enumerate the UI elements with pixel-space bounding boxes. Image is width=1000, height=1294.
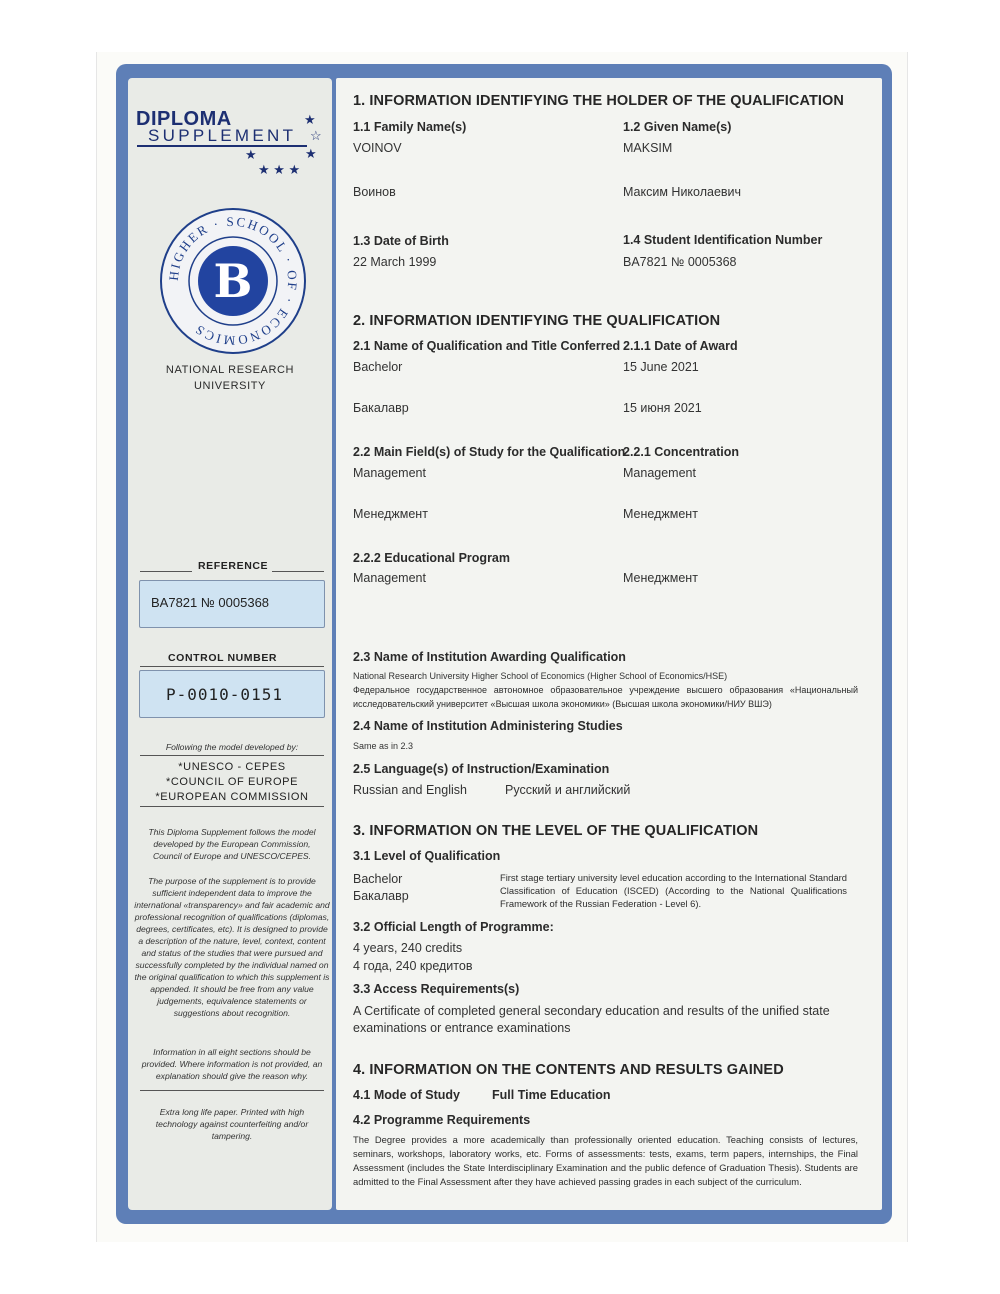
family-name-en: VOINOV	[353, 141, 402, 155]
reference-box	[139, 580, 325, 628]
level-ru: Бакалавр	[353, 889, 409, 903]
qualification-name-ru: Бакалавр	[353, 401, 409, 415]
given-name-label: 1.2 Given Name(s)	[623, 120, 732, 134]
mode-of-study-value: Full Time Education	[492, 1088, 611, 1102]
section-3-heading: 3. INFORMATION ON THE LEVEL OF THE QUALIFICATION	[353, 823, 759, 839]
divider	[140, 755, 324, 756]
concentration-label: 2.2.1 Concentration	[623, 445, 739, 459]
org-unesco: *UNESCO - CEPES	[178, 761, 286, 773]
stars-icon: ★ ★ ★	[258, 162, 301, 177]
control-number-value: P-0010-0151	[166, 685, 283, 704]
university-line-1: NATIONAL RESEARCH	[165, 364, 295, 376]
administering-institution-label: 2.4 Name of Institution Administering Studies	[353, 719, 623, 733]
language-en: Russian and English	[353, 783, 467, 797]
reference-label: REFERENCE	[198, 560, 269, 572]
note-sections: Information in all eight sections should be provided. Where information is not provided, an explanation should give the reason why.	[141, 1047, 323, 1081]
level-label: 3.1 Level of Qualification	[353, 849, 501, 863]
note-model: This Diploma Supplement follows the model developed by the European Commission, Council of Europe and UNESCO/CEPES.	[148, 827, 316, 861]
star-icon: ★	[305, 146, 317, 161]
length-en: 4 years, 240 credits	[353, 941, 463, 955]
length-ru: 4 года, 240 кредитов	[353, 959, 473, 973]
section-4-heading: 4. INFORMATION ON THE CONTENTS AND RESULTS GAINED	[353, 1062, 784, 1078]
program-en: Management	[353, 571, 426, 585]
level-en: Bachelor	[353, 872, 403, 886]
model-organizations	[140, 760, 324, 805]
mode-of-study-label: 4.1 Mode of Study	[353, 1088, 460, 1102]
dob-label: 1.3 Date of Birth	[353, 234, 449, 248]
program-ru: Менеджмент	[623, 571, 698, 585]
qualification-name-en: Bachelor	[353, 360, 403, 374]
access-requirements: A Certificate of completed general secondary education and results of the unified state examinations or entrance examinations	[353, 1004, 830, 1035]
reference-value: BA7821 № 0005368	[151, 595, 270, 610]
divider	[272, 571, 324, 572]
university-caption	[130, 362, 330, 394]
qualification-name-label: 2.1 Name of Qualification and Title Conferred	[353, 339, 621, 353]
given-name-en: MAKSIM	[623, 141, 673, 155]
programme-requirements-label: 4.2 Programme Requirements	[353, 1113, 531, 1127]
awarding-institution-ru: Федеральное государственное автономное образовательное учреждение высшего образования «Национальный исследовательский университет «Высшая школа экономики» (Высшая школа экономики/НИУ ВШЭ)	[353, 685, 858, 709]
dob-value: 22 March 1999	[353, 255, 437, 269]
hse-emblem-icon: В	[198, 246, 268, 316]
language-label: 2.5 Language(s) of Instruction/Examination	[353, 762, 610, 776]
award-date-ru: 15 июня 2021	[623, 401, 702, 415]
note-paper: Extra long life paper. Printed with high technology against counterfeiting and/or tampering.	[155, 1107, 309, 1141]
student-id-label: 1.4 Student Identification Number	[623, 233, 823, 247]
award-date-label: 2.1.1 Date of Award	[623, 339, 738, 353]
family-name-label: 1.1 Family Name(s)	[353, 120, 467, 134]
section-1-heading: 1. INFORMATION IDENTIFYING THE HOLDER OF THE QUALIFICATION	[353, 93, 844, 109]
award-date-en: 15 June 2021	[623, 360, 699, 374]
divider	[140, 1090, 324, 1091]
divider	[140, 806, 324, 807]
star-icon: ★	[304, 112, 316, 127]
org-council-of-europe: *COUNCIL OF EUROPE	[165, 776, 299, 788]
language-ru: Русский и английский	[505, 783, 631, 797]
field-of-study-ru: Менеджмент	[353, 507, 428, 521]
student-id-value: BA7821 № 0005368	[623, 255, 737, 269]
university-line-2: UNIVERSITY	[193, 380, 266, 392]
family-name-ru: Воинов	[353, 185, 396, 199]
control-number-box	[139, 670, 325, 718]
university-seal	[160, 208, 306, 354]
model-caption: Following the model developed by:	[165, 742, 299, 752]
star-icon: ☆	[310, 128, 322, 143]
divider	[140, 666, 324, 667]
given-name-ru: Максим Николаевич	[623, 185, 742, 199]
logo-title: DIPLOMA	[136, 108, 232, 130]
divider	[140, 571, 192, 572]
access-label: 3.3 Access Requirements(s)	[353, 982, 520, 996]
length-label: 3.2 Official Length of Programme:	[353, 920, 554, 934]
seal-ring-text: HIGHER · SCHOOL · OF · ECONOMICS	[165, 213, 301, 349]
note-purpose: The purpose of the supplement is to provide sufficient independent data to improve the international «transparency» and fair academic and professional recognition of qualifications (diplomas, degrees, certificates, etc). It is designed to provide a description of the nature, level, context, content and status of the studies that were pursued and successfully completed by the individual named on the original qualification to which this supplement is appended. It should be free from any value judgements, equivalence statements or suggestions about recognition.	[134, 876, 330, 1018]
level-description: First stage tertiary university level education according to the International Standard Classification of Education (ISCED) (According to the National Qualifications Framework of the Russian Federation - Level 6).	[500, 872, 847, 909]
field-of-study-label: 2.2 Main Field(s) of Study for the Qualification	[353, 445, 626, 459]
field-of-study-en: Management	[353, 466, 426, 480]
org-european-commission: *EUROPEAN COMMISSION	[155, 791, 309, 803]
section-2-heading: 2. INFORMATION IDENTIFYING THE QUALIFICATION	[353, 313, 721, 329]
star-icon: ★	[245, 147, 257, 162]
program-label: 2.2.2 Educational Program	[353, 551, 510, 565]
awarding-institution-label: 2.3 Name of Institution Awarding Qualification	[353, 650, 626, 664]
model-caption-wrap	[140, 741, 324, 753]
logo-underline	[137, 145, 307, 147]
awarding-institution-en: National Research University Higher School of Economics (Higher School of Economics/HSE)	[353, 671, 728, 681]
concentration-ru: Менеджмент	[623, 507, 698, 521]
administering-institution-value: Same as in 2.3	[353, 741, 414, 751]
control-number-label: CONTROL NUMBER	[168, 652, 278, 664]
logo-subtitle: SUPPLEMENT	[148, 126, 297, 145]
concentration-en: Management	[623, 466, 696, 480]
programme-requirements-text: The Degree provides a more academically than professionally oriented education. Teaching consists of lectures, seminars, workshops, laboratory works, etc. Forms of assessments: tests, exams, term papers, internships, the Final Assessment (includes the State Interdisciplinary Examination and the public defence of Graduation Thesis). Students are admitted to the Final Assessment after they have achieved passing grades in each subject of the curriculum.	[353, 1134, 858, 1187]
